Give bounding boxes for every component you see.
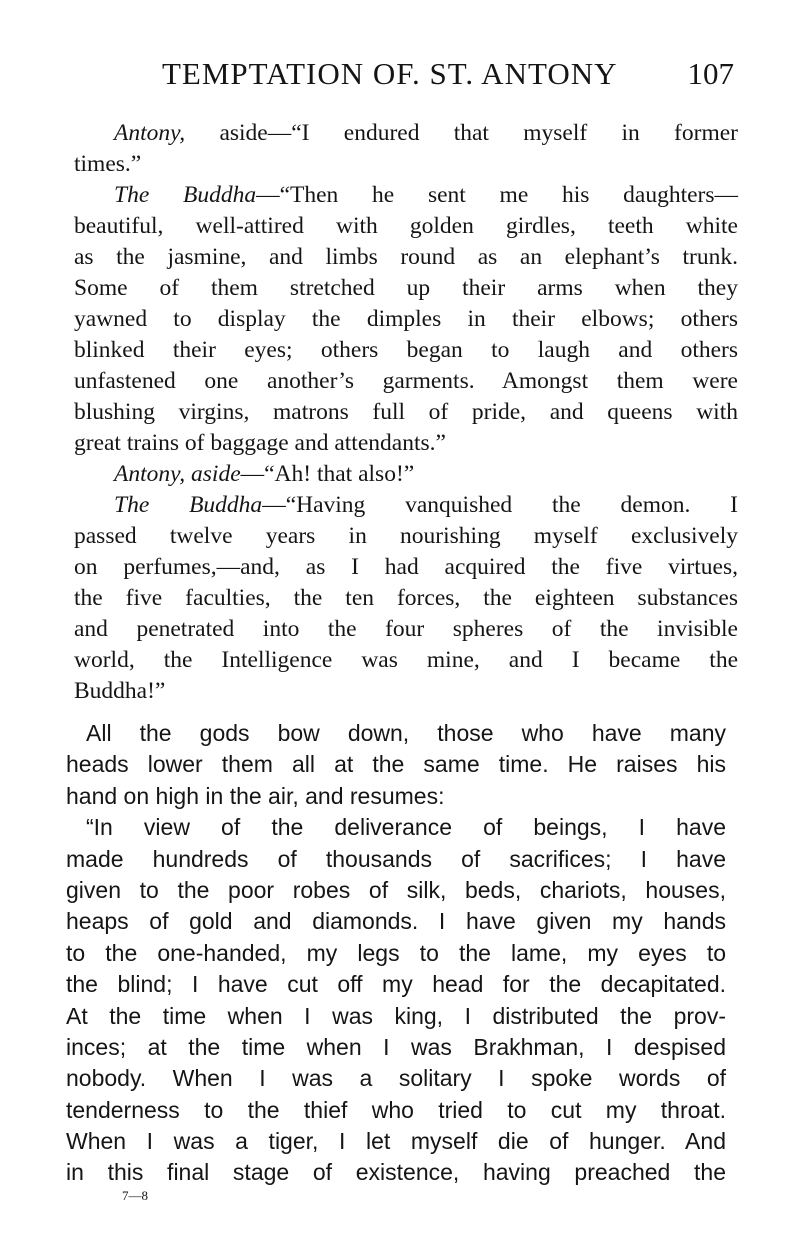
page-number: 107 bbox=[687, 56, 734, 91]
text-line: heads lower them all at the same time. He raises his bbox=[66, 751, 726, 778]
text-line: Some of them stretched up their arms when they bbox=[74, 275, 738, 301]
text-line: The Buddha—“Having vanquished the demon. I bbox=[114, 492, 739, 518]
text-line: nobody. When I was a solitary I spoke words of bbox=[66, 1065, 726, 1092]
dialogue-block bbox=[74, 118, 738, 707]
text-line: on perfumes,—and, as I had acquired the five virtues, bbox=[74, 554, 738, 580]
text-line: yawned to display the dimples in their elbows; others bbox=[74, 306, 738, 332]
text-line: inces; at the time when I was Brakhman, I despised bbox=[66, 1033, 726, 1060]
speaker-name: The Buddha bbox=[114, 492, 263, 518]
text-line: unfastened one another’s garments. Amongst them were bbox=[74, 368, 738, 394]
text-line: Antony, aside—“I endured that myself in former bbox=[114, 120, 738, 146]
text-line: tenderness to the thief who tried to cut my throat. bbox=[66, 1096, 726, 1123]
speaker-name: The Buddha bbox=[114, 182, 257, 208]
text-line: made hundreds of thousands of sacrifices; I have bbox=[66, 845, 726, 872]
text-line: blushing virgins, matrons full of pride, and queens with bbox=[74, 399, 738, 425]
text-line: given to the poor robes of silk, beds, chariots, houses, bbox=[66, 876, 726, 903]
text-line: the five faculties, the ten forces, the eighteen substances bbox=[74, 585, 738, 611]
text-line: great trains of baggage and attendants.” bbox=[74, 430, 446, 456]
text-line: heaps of gold and diamonds. I have given my hands bbox=[66, 908, 726, 935]
text-line: At the time when I was king, I distributed the prov- bbox=[66, 1002, 726, 1029]
text-line: to the one-handed, my legs to the lame, my eyes to bbox=[66, 939, 726, 966]
text-line: as the jasmine, and limbs round as an elephant’s trunk. bbox=[74, 244, 738, 270]
running-header bbox=[150, 56, 740, 100]
text-line: The Buddha—“Then he sent me his daughters— bbox=[114, 182, 738, 208]
text-line: hand on high in the air, and resumes: bbox=[66, 782, 445, 809]
text-line: times.” bbox=[74, 151, 142, 177]
text-line: When I was a tiger, I let myself die of hunger. And bbox=[66, 1128, 726, 1155]
running-title: TEMPTATION OF. ST. ANTONY bbox=[162, 56, 618, 91]
text-line: in this final stage of existence, having preached the bbox=[66, 1159, 726, 1186]
text-line: “In view of the deliverance of beings, I have bbox=[86, 814, 726, 841]
text-line: world, the Intelligence was mine, and I became the bbox=[74, 647, 738, 673]
narration-block bbox=[66, 718, 726, 1189]
text-line: the blind; I have cut off my head for the decapitated. bbox=[66, 971, 726, 998]
signature-mark: 7—8 bbox=[122, 1188, 148, 1203]
text-line: All the gods bow down, those who have many bbox=[86, 720, 726, 746]
text-line: blinked their eyes; others began to laugh and others bbox=[74, 337, 738, 363]
text-line: Antony, aside—“Ah! that also!” bbox=[114, 461, 415, 487]
text-line: and penetrated into the four spheres of the invisible bbox=[74, 616, 738, 642]
text-line: passed twelve years in nourishing myself exclusively bbox=[74, 523, 738, 549]
text-line: beautiful, well-attired with golden girdles, teeth white bbox=[74, 213, 738, 239]
speaker-name: Antony, aside bbox=[114, 461, 241, 487]
text-line: Buddha!” bbox=[74, 678, 166, 704]
speaker-name: Antony, bbox=[114, 120, 186, 146]
